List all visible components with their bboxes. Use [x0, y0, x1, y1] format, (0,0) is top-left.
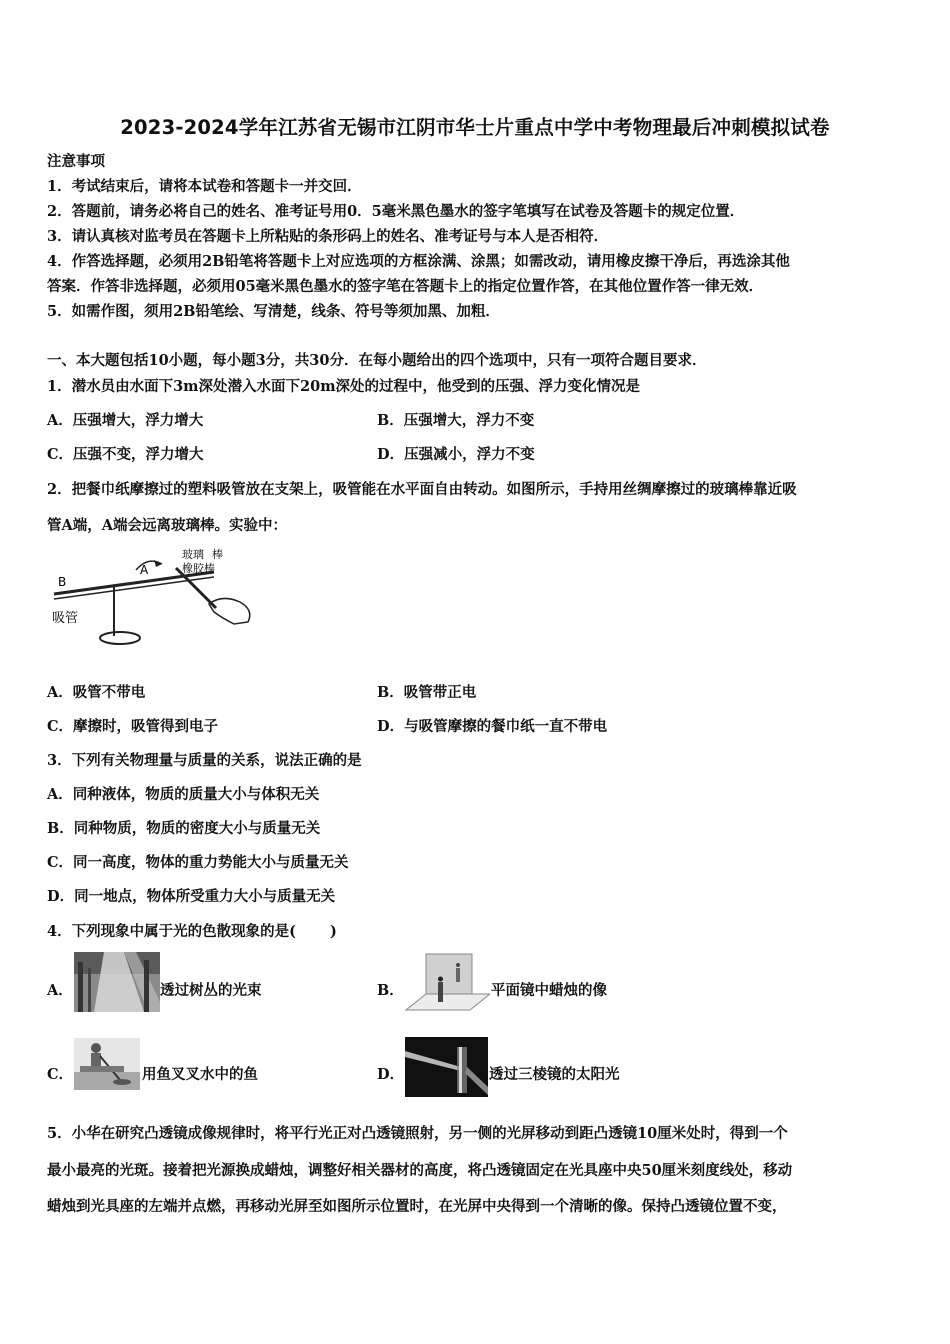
q4-option-a-label: A． — [47, 982, 73, 999]
q4-option-b-image — [404, 952, 490, 1014]
note-item-4-cont: 答案．作答非选择题，必须用05毫米黑色墨水的签字笔在答题卡上的指定位置作答，在其他位置作答一律无效． — [47, 278, 764, 295]
q4-option-a-text: 透过树丛的光束 — [160, 982, 262, 999]
q4-option-d-text: 透过三棱镜的太阳光 — [489, 1066, 620, 1083]
q4-stem: 4．下列现象中属于光的色散现象的是( ) — [47, 923, 337, 940]
q5-line2: 最小最亮的光斑。接着把光源换成蜡烛，调整好相关器材的高度，将凸透镜固定在光具座中央50厘米刻度线处，移动 — [47, 1162, 793, 1179]
notes-heading: 注意事项 — [47, 153, 105, 170]
q4-option-b-label: B． — [377, 982, 404, 999]
note-item-4: 4．作答选择题，必须用2B铅笔将答题卡上对应选项的方框涂满、涂黑；如需改动，请用橡皮擦干净后，再选涂其他 — [47, 253, 790, 270]
q1-option-d: D．压强减小，浮力不变 — [377, 446, 535, 463]
q1-stem: 1．潜水员由水面下3m深处潜入水面下20m深处的过程中，他受到的压强、浮力变化情况是 — [47, 378, 641, 395]
q5-line1: 5．小华在研究凸透镜成像规律时，将平行光正对凸透镜照射，另一侧的光屏移动到距凸透镜10厘米处时，得到一个 — [47, 1125, 788, 1142]
fig-label-rod2: 棒 — [212, 548, 223, 561]
q4-option-c-image — [74, 1038, 140, 1090]
note-item-3: 3．请认真核对监考员在答题卡上所粘贴的条形码上的姓名、准考证号与本人是否相符． — [47, 228, 609, 245]
q2-stem-line2: 管A端，A端会远离玻璃棒。实验中： — [47, 517, 287, 534]
q2-option-a: A．吸管不带电 — [47, 684, 146, 701]
q3-option-a: A．同种液体，物质的质量大小与体积无关 — [47, 786, 320, 803]
note-item-1: 1．考试结束后，请将本试卷和答题卡一并交回． — [47, 178, 362, 195]
fig-label-b: B — [58, 575, 67, 589]
q1-option-c: C．压强不变，浮力增大 — [47, 446, 204, 463]
q2-option-b: B．吸管带正电 — [377, 684, 477, 701]
q4-option-a-image — [74, 952, 160, 1012]
note-item-2: 2．答题前，请务必将自己的姓名、准考证号用0．5毫米黑色墨水的签字笔填写在试卷及答题卡的规定位置． — [47, 203, 745, 220]
q3-option-b: B．同种物质，物质的密度大小与质量无关 — [47, 820, 321, 837]
q2-option-d: D．与吸管摩擦的餐巾纸一直不带电 — [377, 718, 608, 735]
fig-label-rod1: 玻璃 — [182, 548, 204, 561]
q3-stem: 3．下列有关物理量与质量的关系，说法正确的是 — [47, 752, 362, 769]
q1-option-b: B．压强增大，浮力不变 — [377, 412, 535, 429]
q4-option-d-image — [405, 1037, 488, 1097]
q3-option-d: D．同一地点，物体所受重力大小与质量无关 — [47, 888, 336, 905]
q5-line3: 蜡烛到光具座的左端并点燃，再移动光屏至如图所示位置时，在光屏中央得到一个清晰的像。保持凸透镜位置不变， — [47, 1198, 787, 1215]
q3-option-c: C．同一高度，物体的重力势能大小与质量无关 — [47, 854, 349, 871]
q4-option-c-label: C． — [47, 1066, 74, 1083]
page-title: 2023-2024学年江苏省无锡市江阴市华士片重点中学中考物理最后冲刺模拟试卷 — [120, 116, 830, 139]
q4-option-c-text: 用鱼叉叉水中的鱼 — [142, 1066, 258, 1083]
section-heading: 一、本大题包括10小题，每小题3分，共30分．在每小题给出的四个选项中，只有一项符合题目要求． — [47, 352, 707, 369]
straw-experiment-figure — [44, 542, 264, 650]
q2-stem-line1: 2．把餐巾纸摩擦过的塑料吸管放在支架上，吸管能在水平面自由转动。如图所示，手持用丝绸摩擦过的玻璃棒靠近吸 — [47, 481, 797, 498]
note-item-5: 5．如需作图，须用2B铅笔绘、写清楚，线条、符号等须加黑、加粗． — [47, 303, 500, 320]
stand-base — [100, 632, 140, 644]
q1-option-a: A．压强增大，浮力增大 — [47, 412, 204, 429]
fig-label-rod3: 橡胶棒 — [182, 562, 215, 575]
q4-option-d-label: D． — [377, 1066, 405, 1083]
q4-option-b-text: 平面镜中蜡烛的像 — [491, 982, 607, 999]
fig-label-tube: 吸管 — [52, 611, 79, 626]
fig-label-a: A — [140, 563, 149, 577]
q2-option-c: C．摩擦时，吸管得到电子 — [47, 718, 219, 735]
hand-shape — [209, 598, 250, 624]
